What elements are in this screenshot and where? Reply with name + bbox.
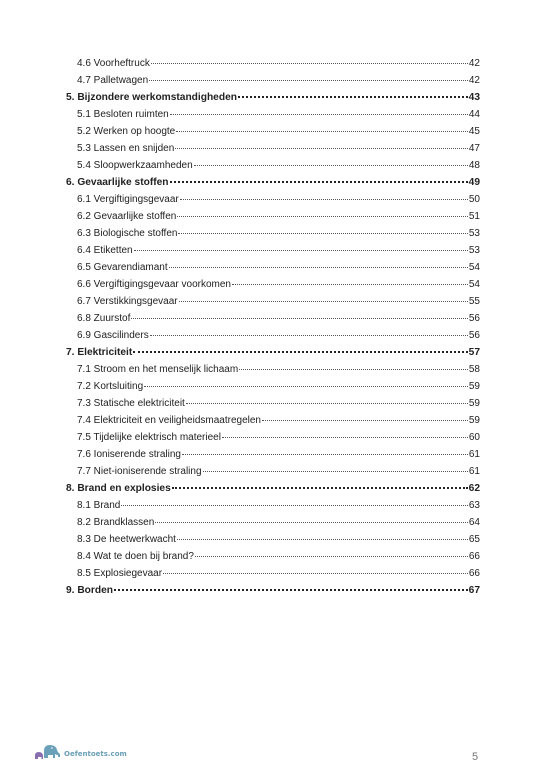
toc-chapter-entry [66,344,480,361]
toc-entry-page-number: 56 [468,330,480,341]
toc-section-entry [66,140,480,157]
toc-entry-page-number: 55 [468,296,480,307]
toc-section-entry [66,123,480,140]
toc-dot-leader [232,283,468,285]
toc-entry-page-number: 42 [468,75,480,86]
toc-entry-label: 8.1 Brand [77,500,121,511]
toc-section-entry [66,106,480,123]
toc-entry-page-number: 53 [468,245,480,256]
toc-entry-page-number: 53 [468,228,480,239]
toc-section-entry [66,565,480,582]
toc-chapter-entry [66,480,480,497]
toc-entry-page-number: 45 [468,126,480,137]
toc-entry-page-number: 65 [468,534,480,545]
toc-dot-leader [176,130,468,132]
toc-chapter-entry [66,582,480,599]
toc-entry-label: 5.2 Werken op hoogte [77,126,176,137]
toc-dot-leader [163,572,468,574]
toc-entry-label: 8.5 Explosiegevaar [77,568,163,579]
toc-entry-label: 6.6 Vergiftigingsgevaar voorkomen [77,279,231,290]
toc-section-entry [66,395,480,412]
toc-entry-label: 4.6 Voorheftruck [77,58,150,69]
toc-entry-label: 6.3 Biologische stoffen [77,228,178,239]
toc-dot-leader [149,79,468,81]
toc-entry-page-number: 57 [468,347,480,358]
toc-entry-page-number: 47 [468,143,480,154]
toc-entry-page-number: 58 [468,364,480,375]
toc-entry-page-number: 61 [468,449,480,460]
toc-entry-page-number: 50 [468,194,480,205]
toc-entry-label: 7.1 Stroom en het menselijk lichaam [77,364,239,375]
toc-section-entry [66,429,480,446]
toc-entry-label: 8.2 Brandklassen [77,517,155,528]
toc-dot-leader [169,266,468,268]
toc-entry-label: 5.4 Sloopwerkzaamheden [77,160,193,171]
toc-dot-leader [182,453,468,455]
toc-entry-label: 8. Brand en explosies [66,483,171,494]
toc-entry-page-number: 54 [468,279,480,290]
toc-entry-label: 9. Borden [66,585,113,596]
toc-entry-label: 6.8 Zuurstof [77,313,131,324]
toc-section-entry [66,225,480,242]
toc-section-entry [66,548,480,565]
toc-section-entry [66,412,480,429]
toc-section-entry [66,276,480,293]
toc-section-entry [66,327,480,344]
toc-dot-leader [114,588,468,591]
toc-chapter-entry [66,174,480,191]
toc-entry-label: 7. Elektriciteit [66,347,133,358]
toc-entry-page-number: 54 [468,262,480,273]
toc-section-entry [66,514,480,531]
toc-entry-label: 6.5 Gevarendiamant [77,262,168,273]
toc-entry-page-number: 59 [468,398,480,409]
toc-entry-label: 6.7 Verstikkingsgevaar [77,296,178,307]
toc-dot-leader [131,317,468,319]
toc-entry-page-number: 59 [468,415,480,426]
toc-dot-leader [133,350,467,353]
toc-entry-page-number: 67 [468,585,480,596]
toc-dot-leader [239,368,468,370]
toc-dot-leader [179,300,468,302]
footer-logo [32,738,127,762]
toc-entry-page-number: 43 [468,92,480,103]
toc-dot-leader [180,198,468,200]
toc-entry-label: 4.7 Palletwagen [77,75,149,86]
toc-section-entry [66,361,480,378]
toc-entry-label: 6.4 Etiketten [77,245,133,256]
toc-section-entry [66,463,480,480]
toc-entry-label: 6. Gevaarlijke stoffen [66,177,169,188]
toc-section-entry [66,208,480,225]
toc-entry-label: 6.1 Vergiftigingsgevaar [77,194,179,205]
toc-section-entry [66,259,480,276]
toc-entry-page-number: 62 [468,483,480,494]
toc-section-entry [66,293,480,310]
toc-entry-label: 7.3 Statische elektriciteit [77,398,185,409]
toc-section-entry [66,378,480,395]
toc-entry-page-number: 66 [468,568,480,579]
toc-chapter-entry [66,89,480,106]
logo-wordmark: Oefentoets.com [64,750,127,758]
toc-entry-page-number: 48 [468,160,480,171]
toc-entry-page-number: 64 [468,517,480,528]
toc-entry-label: 8.4 Wat te doen bij brand? [77,551,194,562]
toc-dot-leader [121,504,468,506]
toc-entry-page-number: 51 [468,211,480,222]
toc-section-entry [66,242,480,259]
toc-entry-page-number: 63 [468,500,480,511]
toc-entry-label: 6.2 Gevaarlijke stoffen [77,211,177,222]
toc-entry-page-number: 60 [468,432,480,443]
toc-entry-label: 5.3 Lassen en snijden [77,143,175,154]
toc-entry-page-number: 44 [468,109,480,120]
toc-entry-label: 6.9 Gascilinders [77,330,149,341]
toc-section-entry [66,310,480,327]
toc-entry-page-number: 49 [468,177,480,188]
toc-dot-leader [186,402,468,404]
toc-dot-leader [170,113,468,115]
toc-dot-leader [203,470,468,472]
toc-entry-label: 7.5 Tijdelijke elektrisch materieel [77,432,221,443]
toc-entry-page-number: 61 [468,466,480,477]
toc-entry-label: 7.4 Elektriciteit en veiligheidsmaatregelen [77,415,261,426]
page-number: 5 [472,751,479,763]
toc-section-entry [66,446,480,463]
toc-dot-leader [238,95,468,98]
toc-dot-leader [195,555,468,557]
toc-dot-leader [222,436,468,438]
toc-section-entry [66,531,480,548]
toc-dot-leader [177,538,468,540]
elephant-logo-icon [32,738,64,762]
toc-entry-label: 5.1 Besloten ruimten [77,109,169,120]
toc-dot-leader [134,249,468,251]
toc-entry-label: 7.7 Niet-ioniserende straling [77,466,202,477]
toc-entry-label: 5. Bijzondere werkomstandigheden [66,92,237,103]
toc-entry-label: 7.2 Kortsluiting [77,381,144,392]
toc-section-entry [66,497,480,514]
toc-entry-page-number: 42 [468,58,480,69]
toc-entry-label: 8.3 De heetwerkwacht [77,534,176,545]
toc-dot-leader [144,385,468,387]
toc-section-entry [66,55,480,72]
toc-entry-page-number: 56 [468,313,480,324]
toc-dot-leader [178,232,467,234]
toc-entry-label: 7.6 Ioniserende straling [77,449,181,460]
toc-entry-page-number: 66 [468,551,480,562]
toc-section-entry [66,72,480,89]
toc-section-entry [66,157,480,174]
table-of-contents [66,55,480,599]
toc-dot-leader [262,419,468,421]
toc-section-entry [66,191,480,208]
toc-dot-leader [155,521,468,523]
toc-dot-leader [175,147,468,149]
toc-dot-leader [151,62,468,64]
toc-dot-leader [172,486,468,489]
toc-dot-leader [177,215,468,217]
toc-dot-leader [150,334,468,336]
toc-dot-leader [170,180,468,183]
toc-dot-leader [194,164,468,166]
toc-entry-page-number: 59 [468,381,480,392]
